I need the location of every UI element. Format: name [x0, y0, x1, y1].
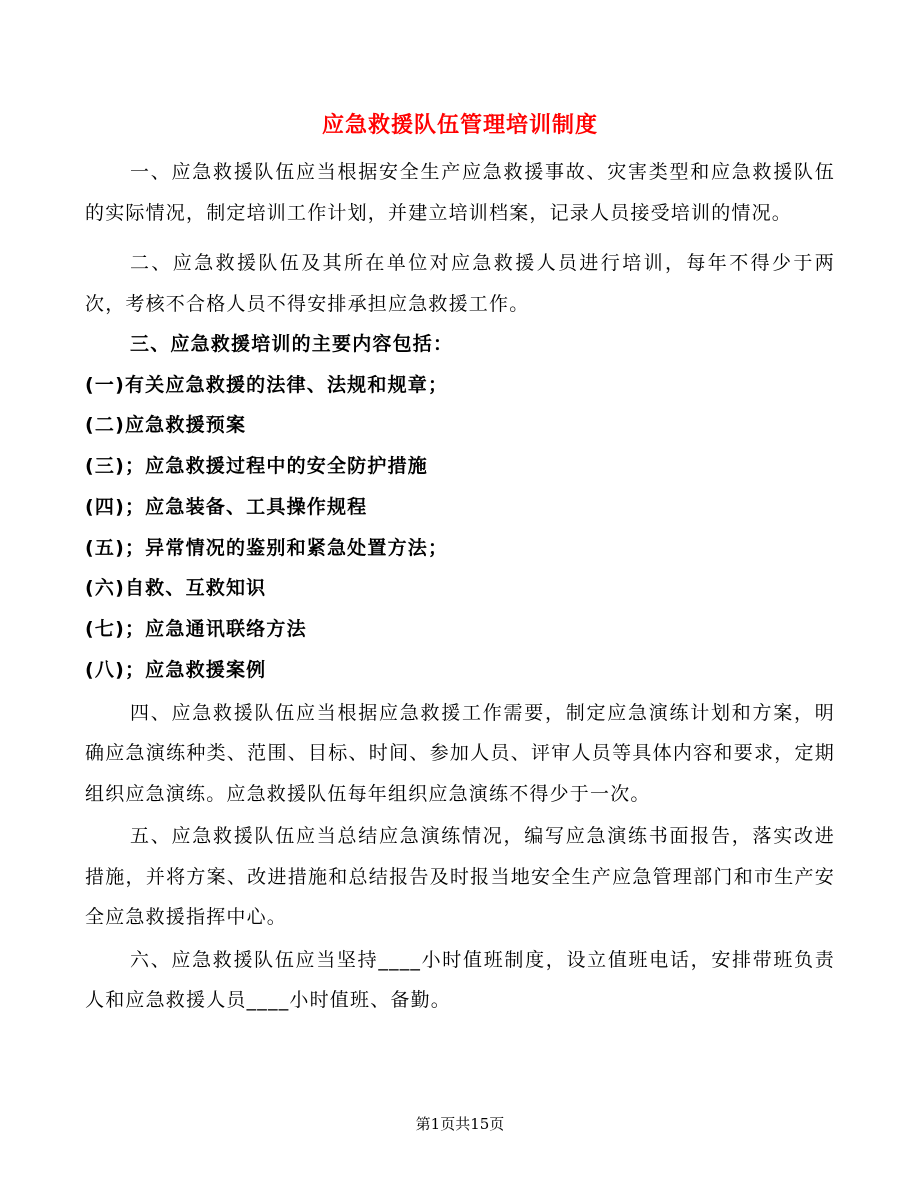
list-item: (三)；应急救援过程中的安全防护措施 — [85, 455, 428, 478]
list-item: (七)；应急通讯联络方法 — [85, 618, 307, 641]
list-item: (五)；异常情况的鉴别和紧急处置方法； — [85, 536, 449, 559]
paragraph-6: 六、应急救援队伍应当坚持____小时值班制度，设立值班电话，安排带班负责人和应急救援人员____小时值班、备勤。 — [85, 948, 835, 1012]
page-number-footer: 第1页共15页 — [415, 1115, 505, 1133]
list-item: (六)自救、互救知识 — [85, 577, 267, 600]
paragraph-2: 二、应急救援队伍及其所在单位对应急救援人员进行培训，每年不得少于两次，考核不合格人员不得安排承担应急救援工作。 — [85, 252, 835, 315]
paragraph-4: 四、应急救援队伍应当根据应急救援工作需要，制定应急演练计划和方案，明确应急演练种类、范围、目标、时间、参加人员、评审人员等具体内容和要求，定期组织应急演练。应急救援队伍每年组织应急演练不得少于一次。 — [85, 701, 835, 805]
list-item: (一)有关应急救援的法律、法规和规章； — [85, 373, 449, 396]
document-title: 应急救援队伍管理培训制度 — [321, 113, 598, 138]
training-content-list — [40, 365, 835, 691]
list-item: (二)应急救援预案 — [85, 414, 247, 437]
paragraph-1: 一、应急救援队伍应当根据安全生产应急救援事故、灾害类型和应急救援队伍的实际情况，制定培训工作计划，并建立培训档案，记录人员接受培训的情况。 — [85, 161, 835, 224]
paragraph-5: 五、应急救援队伍应当总结应急演练情况，编写应急演练书面报告，落实改进措施，并将方案、改进措施和总结报告及时报当地安全生产应急管理部门和市生产安全应急救援指挥中心。 — [85, 825, 835, 929]
list-item: (八)；应急救援案例 — [85, 659, 267, 682]
list-item: (四)；应急装备、工具操作规程 — [85, 495, 368, 518]
document-body — [85, 152, 835, 1021]
paragraph-3: 三、应急救援培训的主要内容包括： — [130, 333, 454, 355]
